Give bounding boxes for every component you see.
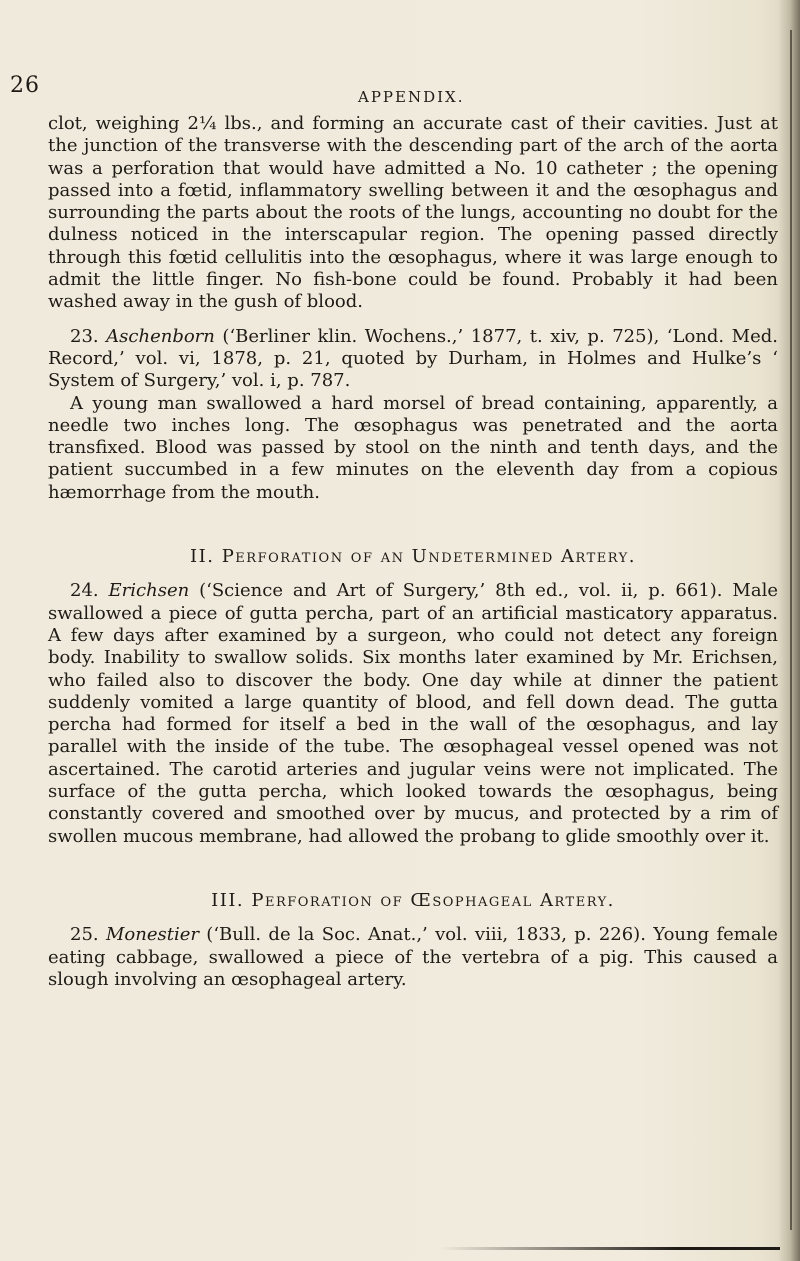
case-23-reference: (‘Berliner klin. Wochens.,’ 1877, t. xiv, p. 725), ‘Lond. Med. Record,’ vol. vi, 1878, p. 21, quoted by Durham, in Holmes and Hulke’s ‘ System of Surgery,’ vol. i, p. 787. [48,325,778,392]
case-25-author: Monestier [105,924,199,946]
case-25-number: 25. [70,924,99,946]
body-text [48,113,778,991]
case-24-author: Erichsen [108,580,190,602]
case-25-paragraph [48,924,778,991]
section-3-heading: III. Perforation of Œsophageal Artery. [211,889,615,911]
case-23-citation [48,326,778,393]
case-24-text: (‘Science and Art of Surgery,’ 8th ed., vol. ii, p. 661). Male swallowed a piece of gutta percha, part of an artificial masticatory apparatus. A few days after examined by a surgeon, who could not detect any foreign body. Inability to swallow solids. Six months later examined by Mr. Erichsen, who failed also to discover the body. One day while at dinner the patient suddenly vomited a large quantity of blood, and fell down dead. The gutta percha had formed for itself a bed in the wall of the œsophagus, and lay parallel with the inside of the tube. The œsophageal vessel opened was not ascertained. The carotid arteries and jugular veins were not implicated. The surface of the gutta percha, which looked towards the œsophagus, being constantly covered and smoothed over by mucus, and protected by a rim of swollen mucous membrane, had allowed the probang to glide smoothly over it. [48,580,778,847]
case-24-number: 24. [70,580,99,602]
case-23-description: A young man swallowed a hard morsel of bread containing, apparently, a needle two inches long. The œsophagus was penetrated and the aorta transfixed. Blood was passed by stool on the ninth and tenth days, and the patient succumbed in a few minutes on the eleventh day from a copious hæmorrhage from the mouth. [48,392,778,503]
page-number: 26 [10,73,40,98]
page-edge-line [790,30,792,1230]
case-23-number: 23. [70,325,99,347]
case-23-author: Aschenborn [106,325,215,347]
bottom-rule [440,1247,780,1250]
intro-paragraph: clot, weighing 2¼ lbs., and forming an accurate cast of their cavities. Just at the junction of the transverse with the descending part of the arch of the aorta was a perforation that would have admitted a No. 10 catheter ; the opening passed into a fœtid, inflammatory swelling between it and the œsophagus and surrounding the parts about the roots of the lungs, accounting no doubt for the dulness noticed in the interscapular region. The opening passed directly through this fœtid cellulitis into the œsophagus, where it was large enough to admit the little finger. No fish-bone could be found. Probably it had been washed away in the gush of blood. [48,113,778,313]
case-24-paragraph [48,580,778,848]
section-2-heading: II. Perforation of an Undetermined Artery. [190,546,636,568]
page-edge-shadow [778,0,800,1261]
running-head: APPENDIX. [358,88,465,106]
case-25-text: (‘Bull. de la Soc. Anat.,’ vol. viii, 1833, p. 226). Young female eating cabbage, swallowed a piece of the vertebra of a pig. This caused a slough involving an œsophageal artery. [48,924,778,990]
